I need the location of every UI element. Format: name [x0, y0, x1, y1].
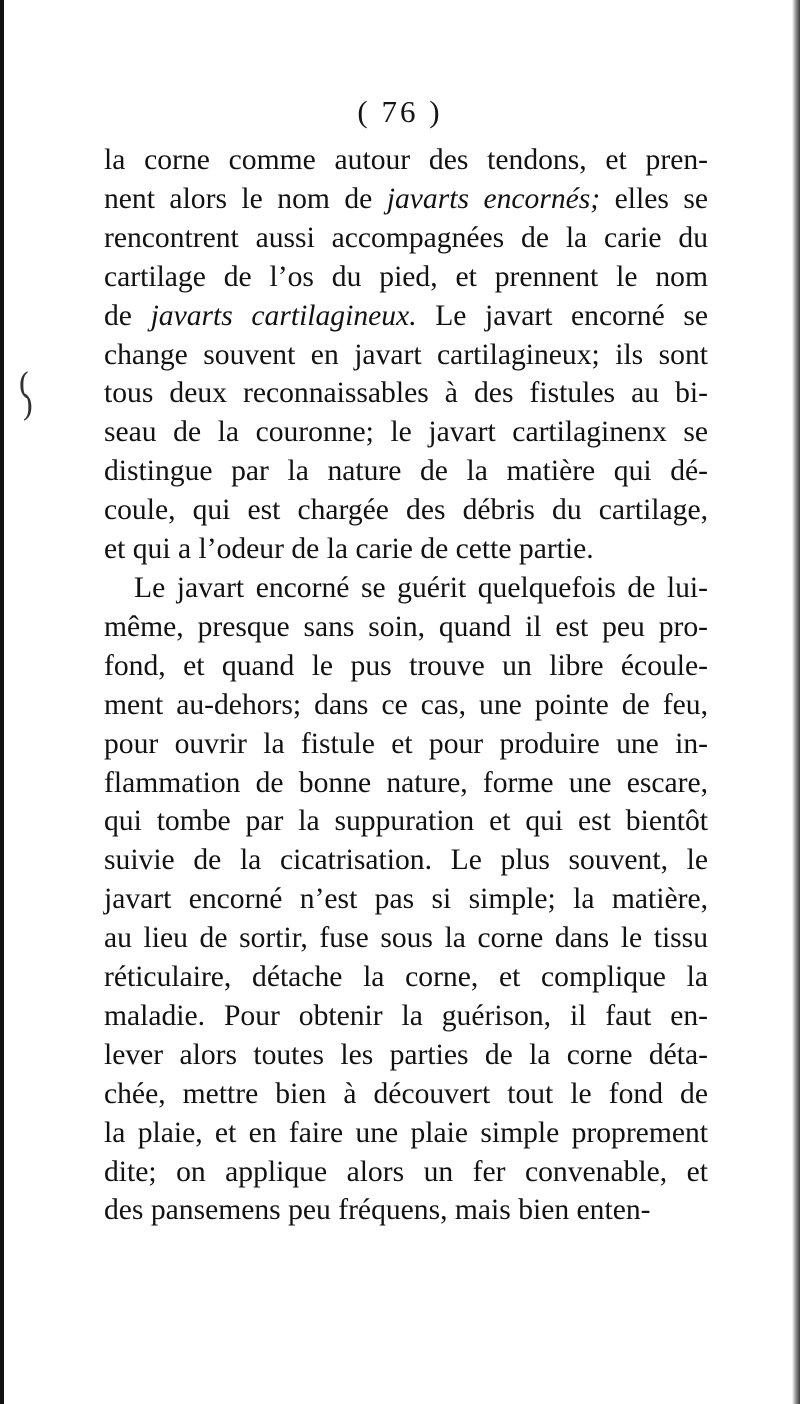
- text-segment: pour ouvrir la fistule et pour produire une in-: [104, 727, 708, 760]
- text-line: [104, 686, 708, 725]
- text-segment: ment au-dehors; dans ce cas, une pointe de feu,: [104, 688, 708, 721]
- text-line: [104, 841, 708, 880]
- text-segment: javart encorné n’est pas si simple; la matière,: [104, 883, 708, 916]
- text-line: [104, 1153, 708, 1192]
- text-segment: réticulaire, détache la corne, et complique la: [104, 961, 708, 994]
- text-line: [104, 958, 708, 997]
- text-segment: qui tombe par la suppuration et qui est bientôt: [104, 805, 708, 838]
- paragraph: [104, 141, 708, 569]
- paragraph: [104, 569, 708, 1230]
- text-segment: au lieu de sortir, fuse sous la corne dans le tissu: [104, 922, 708, 955]
- text-segment: distingue par la nature de la matière qui dé-: [104, 455, 708, 488]
- scan-left-edge: [0, 0, 4, 1404]
- text-segment: la corne comme autour des tendons, et pren-: [104, 144, 708, 176]
- text-segment: cartilage de l’os du pied, et prennent le nom: [104, 260, 708, 293]
- text-segment: chée, mettre bien à découvert tout le fond de: [104, 1077, 708, 1110]
- text-line: [104, 919, 708, 958]
- text-segment: même, presque sans soin, quand il est peu pro-: [104, 610, 708, 643]
- text-segment: lever alors toutes les parties de la corne déta-: [104, 1038, 708, 1071]
- body-text: [104, 141, 708, 1230]
- page-number: ( 76 ): [357, 94, 443, 129]
- text-segment: Le javart encorné se: [416, 299, 708, 332]
- margin-ink-mark: ( ): [18, 367, 34, 424]
- text-segment: tous deux reconnaissables à des fistules au bi-: [104, 377, 708, 410]
- text-segment: flammation de bonne nature, forme une escare,: [104, 766, 708, 799]
- text-segment: coule, qui est chargée des débris du cartilage,: [104, 494, 708, 527]
- text-line: [104, 997, 708, 1036]
- text-line: [104, 802, 708, 841]
- text-line: [104, 1114, 708, 1153]
- text-line: [104, 725, 708, 764]
- text-segment: des pansemens peu fréquens, mais bien enten-: [104, 1194, 651, 1227]
- text-line: [104, 219, 708, 258]
- scan-right-edge: [792, 0, 800, 1404]
- text-segment: fond, et quand le pus trouve un libre écoule-: [104, 649, 708, 682]
- text-line: [104, 180, 708, 219]
- text-line: [104, 336, 708, 375]
- text-segment: suivie de la cicatrisation. Le plus souvent, le: [104, 844, 708, 877]
- text-segment: Le javart encorné se guérit quelquefois de lui-: [134, 571, 708, 604]
- text-line: [104, 141, 708, 180]
- italic-term: javarts encornés;: [386, 182, 601, 215]
- text-line: [104, 297, 708, 336]
- text-line: [104, 1191, 708, 1230]
- text-line: [104, 374, 708, 413]
- text-segment: rencontrent aussi accompagnées de la carie du: [104, 221, 708, 254]
- text-line: [104, 258, 708, 297]
- text-line: [104, 452, 708, 491]
- text-segment: change souvent en javart cartilagineux; ils sont: [104, 338, 708, 371]
- text-segment: la plaie, et en faire une plaie simple proprement: [104, 1116, 708, 1149]
- text-line: [104, 764, 708, 803]
- text-line: [104, 530, 708, 569]
- text-line: [104, 413, 708, 452]
- text-segment: elles se: [600, 182, 708, 215]
- text-segment: maladie. Pour obtenir la guérison, il faut en-: [104, 999, 708, 1032]
- text-line: [104, 647, 708, 686]
- text-line: [104, 569, 708, 608]
- text-segment: nent alors le nom de: [104, 182, 387, 215]
- text-segment: et qui a l’odeur de la carie de cette partie.: [104, 533, 594, 566]
- text-line: [104, 608, 708, 647]
- text-segment: dite; on applique alors un fer convenable, et: [104, 1155, 708, 1188]
- text-line: [104, 880, 708, 919]
- text-segment: de: [104, 299, 151, 332]
- text-line: [104, 1075, 708, 1114]
- text-line: [104, 1036, 708, 1075]
- text-line: [104, 491, 708, 530]
- text-segment: seau de la couronne; le javart cartilaginenx se: [104, 416, 708, 449]
- italic-term: javarts cartilagineux.: [150, 299, 417, 332]
